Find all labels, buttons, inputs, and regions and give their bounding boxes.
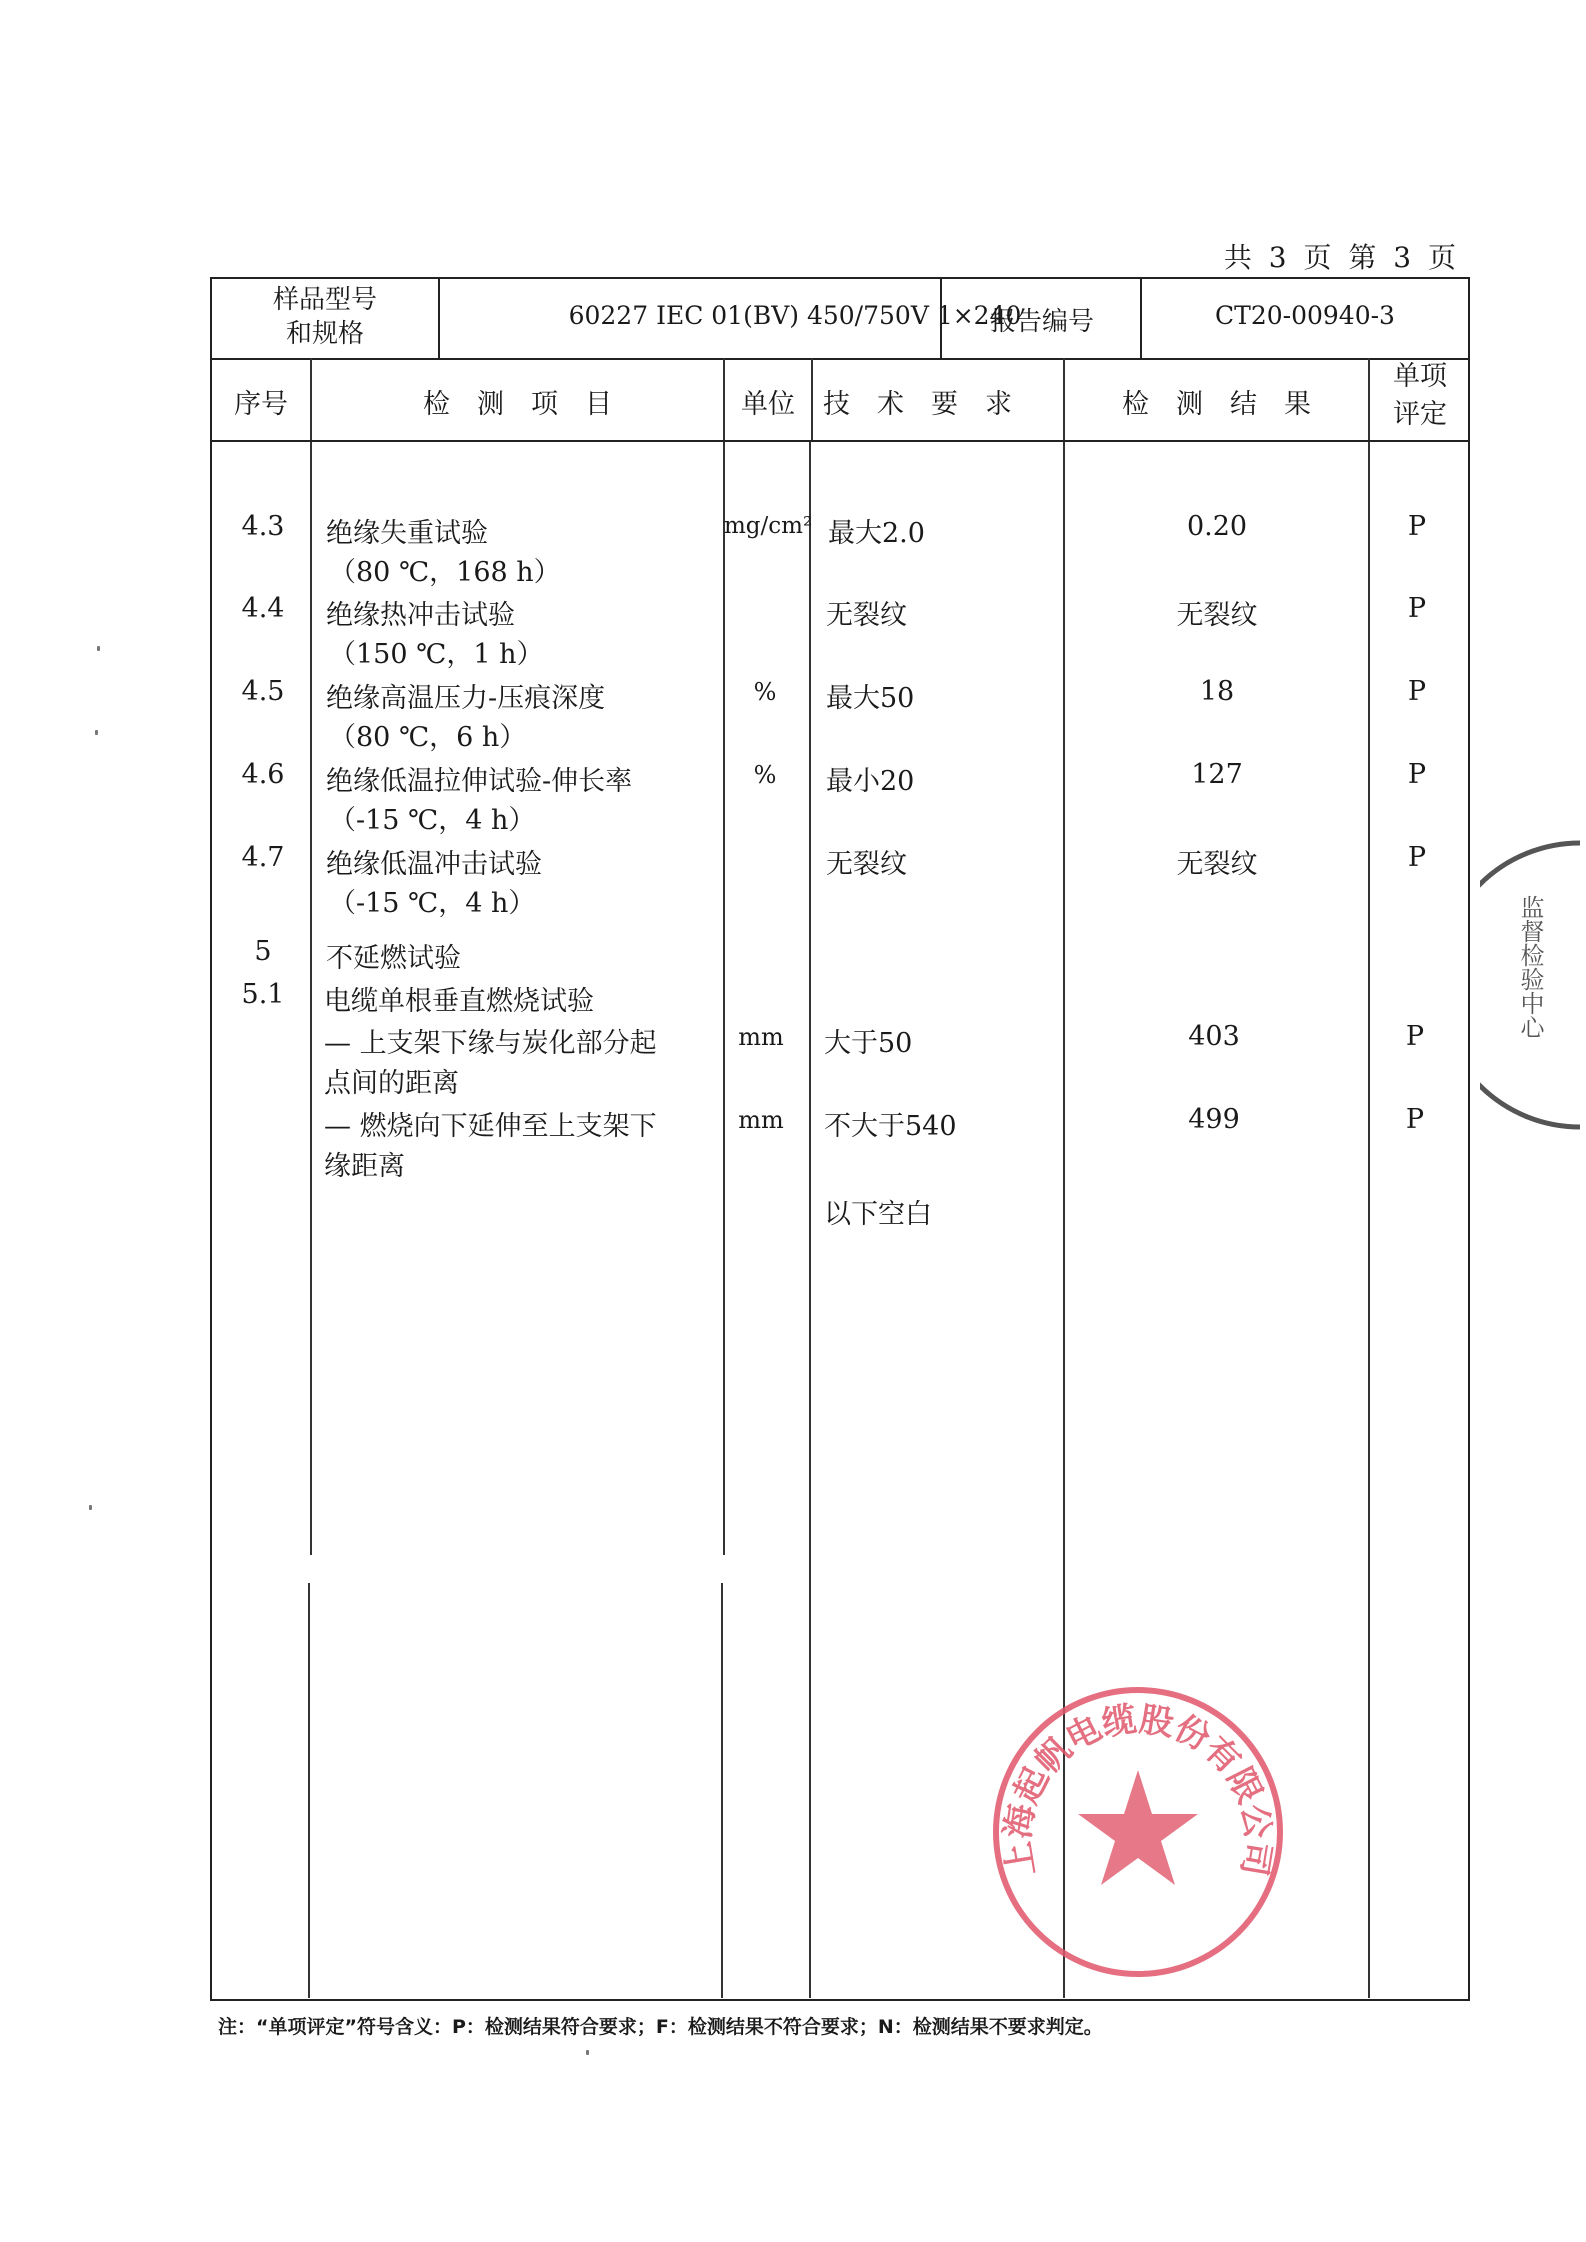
- row-item: 绝缘高温压力-压痕深度: [326, 683, 606, 714]
- col-eval-header: [1370, 358, 1470, 434]
- row-item: 电缆单根垂直燃烧试验: [324, 986, 594, 1017]
- row-requirement: 无裂纹: [826, 600, 907, 631]
- row-requirement: 最小20: [826, 766, 915, 797]
- row-item: 绝缘热冲击试验: [326, 600, 515, 631]
- row-unit: %: [753, 761, 777, 789]
- row-item: — 燃烧向下延伸至上支架下: [324, 1111, 657, 1142]
- row-eval: P: [1407, 593, 1427, 624]
- row-eval: P: [1407, 842, 1427, 873]
- row-item: 绝缘低温拉伸试验-伸长率: [326, 766, 633, 797]
- row-item-condition: （-15 ℃，4 h）: [329, 805, 536, 836]
- row-item-continued: 缘距离: [324, 1151, 405, 1182]
- col-eval-line2: 评定: [1393, 399, 1447, 430]
- scan-speck: [89, 1505, 92, 1510]
- side-seal-text: 监督检验中心: [1516, 895, 1544, 1039]
- row-eval: P: [1405, 1021, 1425, 1052]
- row-unit: %: [753, 678, 777, 706]
- row-result: 0.20: [1186, 511, 1248, 542]
- footer-note: 注：“单项评定”符号含义：P：检测结果符合要求；F：检测结果不符合要求；N：检测结果不要求判定。: [218, 2016, 1103, 2038]
- col-eval-line1: 单项: [1393, 361, 1447, 392]
- row-no: 4.7: [241, 842, 285, 873]
- report-no-value: CT20-00940-3: [1215, 301, 1395, 330]
- inspection-seal-partial: [1480, 835, 1586, 1135]
- row-requirement: 大于50: [824, 1028, 913, 1059]
- row-result: 无裂纹: [1176, 600, 1258, 631]
- col-item-header: 检 测 项 目: [423, 389, 612, 420]
- model-label-line1: 样品型号: [272, 285, 377, 315]
- row-eval: P: [1407, 511, 1427, 542]
- row-eval: P: [1407, 676, 1427, 707]
- row-requirement: 不大于540: [824, 1111, 957, 1142]
- row-item: — 上支架下缘与炭化部分起: [324, 1028, 657, 1059]
- row-no: 5: [254, 936, 272, 967]
- model-label: [212, 283, 438, 351]
- model-value: 60227 IEC 01(BV) 450/750V 1×240: [568, 301, 1022, 330]
- row-no: 4.6: [241, 759, 285, 790]
- row-item-condition: （80 ℃，168 h）: [329, 557, 561, 588]
- scan-speck: [97, 646, 100, 651]
- row-unit: mm: [738, 1106, 784, 1134]
- row-no: 5.1: [241, 979, 285, 1010]
- row-no: 4.3: [241, 511, 285, 542]
- company-seal: [988, 1682, 1288, 1982]
- row-result: 127: [1191, 759, 1243, 790]
- row-eval: P: [1405, 1104, 1425, 1135]
- model-label-line2: 和规格: [285, 319, 364, 349]
- row-unit: mm: [738, 1023, 784, 1051]
- sample-header-box: [210, 277, 1470, 360]
- row-item: 绝缘低温冲击试验: [326, 849, 542, 880]
- row-item-continued: 点间的距离: [324, 1068, 459, 1099]
- row-item-condition: （80 ℃，6 h）: [329, 722, 527, 753]
- row-eval: P: [1407, 759, 1427, 790]
- col-unit-header: 单位: [741, 389, 795, 420]
- row-item-condition: （-15 ℃，4 h）: [329, 888, 536, 919]
- row-no: 4.4: [241, 593, 285, 624]
- row-result: 499: [1188, 1104, 1240, 1135]
- col-req-header: 技 术 要 求: [823, 389, 1012, 420]
- row-result: 无裂纹: [1176, 849, 1258, 880]
- row-result: 403: [1188, 1021, 1240, 1052]
- row-requirement: 最大50: [826, 683, 915, 714]
- seal-text: 上海起帆电缆股份有限公司: [998, 1699, 1278, 1879]
- report-no-label: 报告编号: [989, 307, 1094, 337]
- scan-speck: [586, 2050, 589, 2055]
- row-item-condition: （150 ℃，1 h）: [329, 639, 544, 670]
- blank-note: 以下空白: [824, 1199, 932, 1230]
- scan-speck: [95, 730, 98, 735]
- col-no-header: 序号: [234, 389, 288, 420]
- row-result: 18: [1199, 676, 1235, 707]
- row-item: 绝缘失重试验: [326, 518, 488, 549]
- row-unit: mg/cm²: [724, 513, 813, 539]
- col-result-header: 检 测 结 果: [1122, 389, 1311, 420]
- row-requirement: 最大2.0: [828, 518, 925, 549]
- row-requirement: 无裂纹: [826, 849, 907, 880]
- row-item: 不延燃试验: [326, 943, 461, 974]
- page-indicator: 共 3 页 第 3 页: [1223, 241, 1460, 274]
- row-no: 4.5: [241, 676, 285, 707]
